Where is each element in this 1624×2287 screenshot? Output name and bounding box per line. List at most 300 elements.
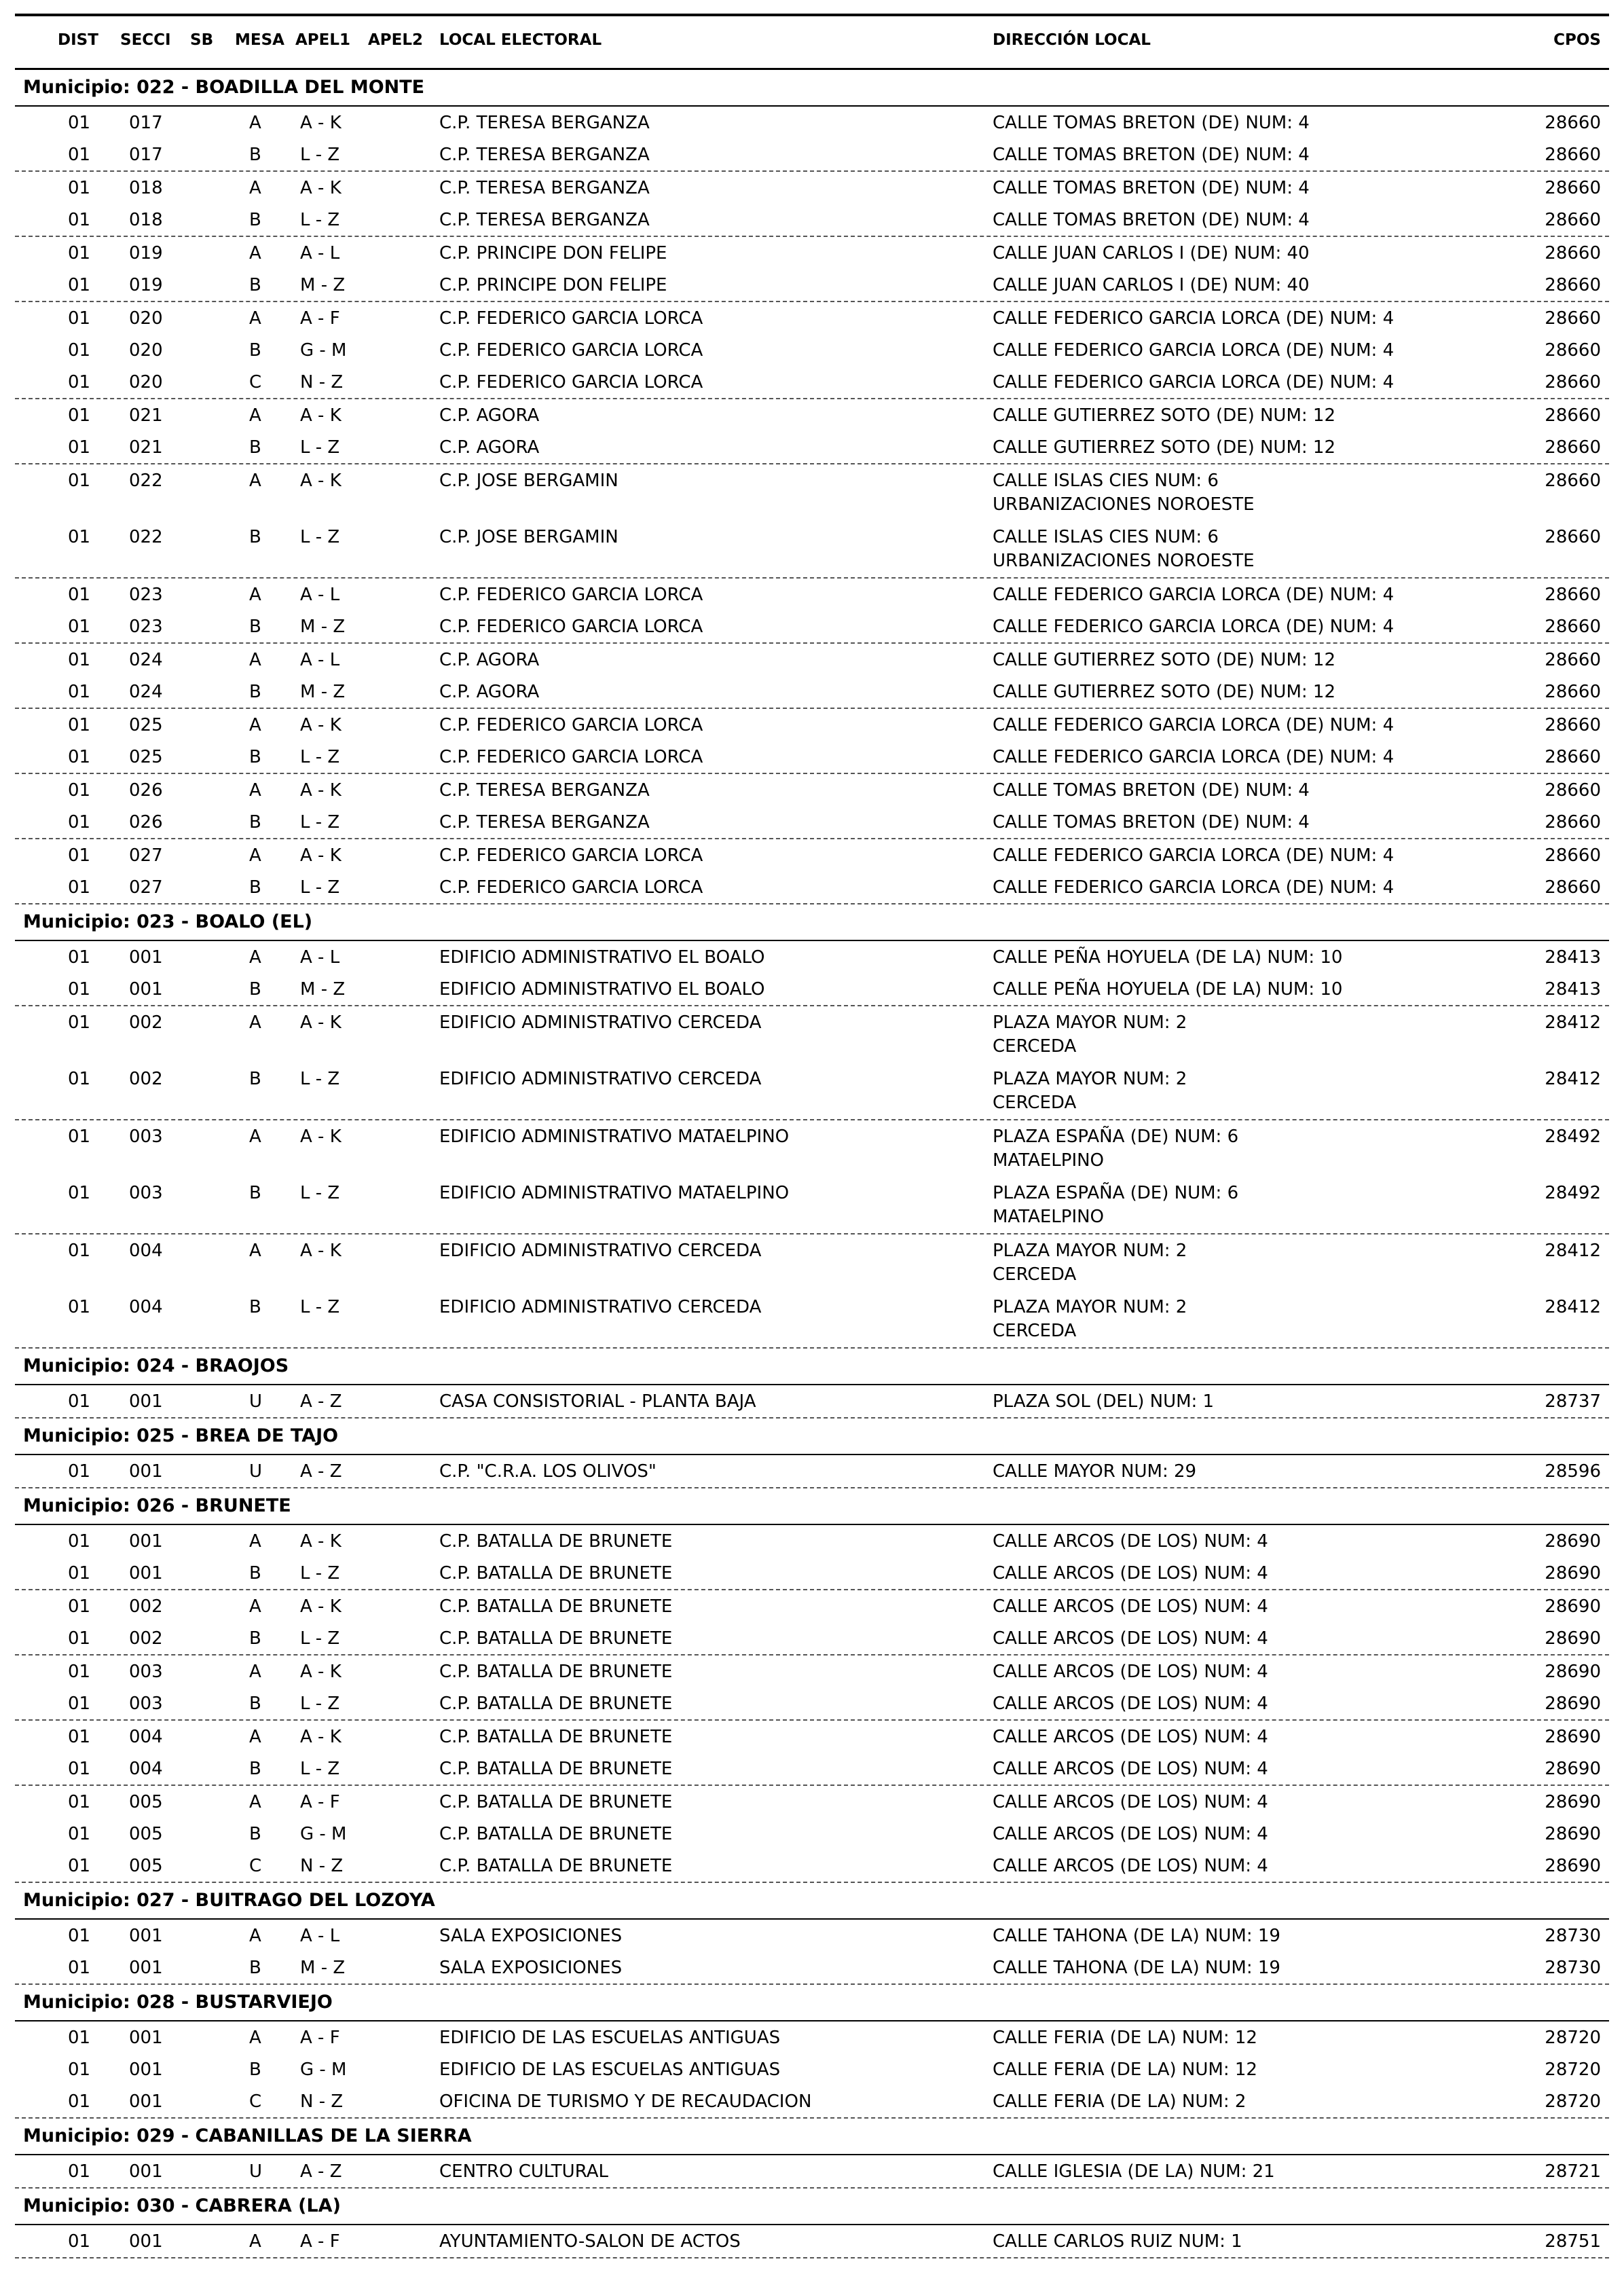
col-dist: DIST (58, 31, 98, 49)
cell-dist: 01 (68, 1856, 91, 1876)
cell-cpos: 28660 (1545, 877, 1601, 898)
cell-apellidos: A - K (300, 471, 342, 491)
cell-dist: 01 (68, 2028, 91, 2048)
cell-local-electoral: EDIFICIO ADMINISTRATIVO MATAELPINO (439, 1183, 790, 1203)
table-row (15, 1687, 1609, 1719)
cell-direccion: CALLE ARCOS (DE LOS) NUM: 4 (993, 1628, 1268, 1649)
cell-direccion: CALLE FEDERICO GARCIA LORCA (DE) NUM: 4 (993, 585, 1395, 605)
cell-direccion: CALLE FEDERICO GARCIA LORCA (DE) NUM: 4 (993, 747, 1395, 767)
cell-apellidos: A - L (300, 650, 340, 670)
cell-secci: 001 (129, 1461, 163, 1482)
cell-dist: 01 (68, 275, 91, 295)
cell-direccion: CALLE ARCOS (DE LOS) NUM: 4 (993, 1856, 1268, 1876)
cell-apellidos: N - Z (300, 2091, 344, 2112)
cell-apellidos: A - K (300, 845, 342, 866)
table-row (15, 838, 1609, 871)
table-row (15, 1622, 1609, 1654)
cell-direccion: CALLE FEDERICO GARCIA LORCA (DE) NUM: 4 (993, 715, 1395, 735)
cell-secci: 022 (129, 527, 163, 547)
cell-dist: 01 (68, 1958, 91, 1978)
cell-apellidos: L - Z (300, 877, 340, 898)
cell-dist: 01 (68, 471, 91, 491)
cell-apellidos: L - Z (300, 527, 340, 547)
cell-cpos: 28412 (1545, 1012, 1601, 1033)
cell-cpos: 28413 (1545, 979, 1601, 1000)
cell-secci: 019 (129, 243, 163, 263)
cell-cpos: 28660 (1545, 113, 1601, 133)
cell-secci: 017 (129, 113, 163, 133)
cell-apellidos: A - K (300, 113, 342, 133)
table-body (15, 70, 1609, 2258)
table-row (15, 1063, 1609, 1119)
cell-direccion: CALLE TOMAS BRETON (DE) NUM: 4 (993, 210, 1310, 230)
electoral-table (15, 14, 1609, 2258)
cell-cpos: 28737 (1545, 1391, 1601, 1412)
cell-dist: 01 (68, 1297, 91, 1317)
cell-apellidos: A - Z (300, 2161, 342, 2182)
cell-secci: 023 (129, 585, 163, 605)
cell-secci: 005 (129, 1792, 163, 1812)
cell-cpos: 28690 (1545, 1563, 1601, 1584)
cell-apellidos: A - K (300, 1727, 342, 1747)
cell-apellidos: M - Z (300, 275, 346, 295)
cell-cpos: 28660 (1545, 210, 1601, 230)
cell-cpos: 28660 (1545, 340, 1601, 361)
cell-direccion: CALLE MAYOR NUM: 29 (993, 1461, 1197, 1482)
cell-direccion: CALLE ARCOS (DE LOS) NUM: 4 (993, 1596, 1268, 1617)
table-row (15, 366, 1609, 398)
cell-mesa: B (249, 1563, 261, 1584)
cell-direccion: CALLE IGLESIA (DE LA) NUM: 21 (993, 2161, 1275, 2182)
municipio-title: Municipio: 026 - BRUNETE (23, 1495, 291, 1516)
cell-direccion-line2: CERCEDA (993, 1321, 1077, 1341)
cell-secci: 001 (129, 1531, 163, 1552)
cell-secci: 026 (129, 780, 163, 801)
cell-dist: 01 (68, 372, 91, 392)
table-row (15, 1005, 1609, 1063)
cell-dist: 01 (68, 1824, 91, 1844)
cell-local-electoral: C.P. BATALLA DE BRUNETE (439, 1856, 673, 1876)
cell-local-electoral: SALA EXPOSICIONES (439, 1958, 623, 1978)
cell-dist: 01 (68, 113, 91, 133)
cell-apellidos: A - K (300, 780, 342, 801)
table-row (15, 463, 1609, 521)
cell-apellidos: G - M (300, 2060, 347, 2080)
municipio-header (15, 1349, 1609, 1385)
municipio-header (15, 2189, 1609, 2225)
cell-cpos: 28660 (1545, 650, 1601, 670)
table-row (15, 1291, 1609, 1347)
cell-local-electoral: C.P. "C.R.A. LOS OLIVOS" (439, 1461, 657, 1482)
table-row (15, 1455, 1609, 1487)
cell-direccion: CALLE TOMAS BRETON (DE) NUM: 4 (993, 812, 1310, 833)
cell-local-electoral: C.P. TERESA BERGANZA (439, 780, 650, 801)
cell-cpos: 28690 (1545, 1531, 1601, 1552)
cell-dist: 01 (68, 1531, 91, 1552)
table-row (15, 521, 1609, 577)
cell-secci: 018 (129, 210, 163, 230)
cell-local-electoral: EDIFICIO ADMINISTRATIVO CERCEDA (439, 1012, 762, 1033)
municipio-header (15, 1883, 1609, 1920)
col-secci: SECCI (120, 31, 171, 49)
cell-mesa: C (249, 372, 262, 392)
cell-cpos: 28492 (1545, 1183, 1601, 1203)
cell-cpos: 28690 (1545, 1662, 1601, 1682)
cell-cpos: 28720 (1545, 2091, 1601, 2112)
cell-dist: 01 (68, 178, 91, 198)
cell-local-electoral: C.P. TERESA BERGANZA (439, 178, 650, 198)
cell-mesa: B (249, 979, 261, 1000)
cell-direccion: CALLE JUAN CARLOS I (DE) NUM: 40 (993, 243, 1310, 263)
cell-cpos: 28690 (1545, 1727, 1601, 1747)
cell-direccion: CALLE ARCOS (DE LOS) NUM: 4 (993, 1727, 1268, 1747)
cell-cpos: 28660 (1545, 812, 1601, 833)
cell-direccion: CALLE ARCOS (DE LOS) NUM: 4 (993, 1824, 1268, 1844)
table-row (15, 431, 1609, 463)
cell-mesa: B (249, 1297, 261, 1317)
cell-direccion: CALLE TOMAS BRETON (DE) NUM: 4 (993, 145, 1310, 165)
cell-direccion: CALLE ARCOS (DE LOS) NUM: 4 (993, 1694, 1268, 1714)
cell-apellidos: M - Z (300, 617, 346, 637)
cell-apellidos: L - Z (300, 1563, 340, 1584)
cell-apellidos: L - Z (300, 1183, 340, 1203)
cell-mesa: A (249, 2028, 261, 2048)
cell-apellidos: A - Z (300, 1391, 342, 1412)
cell-mesa: B (249, 1759, 261, 1779)
cell-mesa: A (249, 113, 261, 133)
cell-mesa: C (249, 1856, 262, 1876)
cell-dist: 01 (68, 1694, 91, 1714)
cell-dist: 01 (68, 210, 91, 230)
cell-direccion: CALLE TOMAS BRETON (DE) NUM: 4 (993, 113, 1310, 133)
cell-mesa: A (249, 405, 261, 426)
cell-local-electoral: EDIFICIO ADMINISTRATIVO EL BOALO (439, 947, 765, 968)
cell-dist: 01 (68, 812, 91, 833)
cell-dist: 01 (68, 1461, 91, 1482)
cell-dist: 01 (68, 243, 91, 263)
cell-local-electoral: C.P. PRINCIPE DON FELIPE (439, 275, 667, 295)
cell-cpos: 28690 (1545, 1596, 1601, 1617)
cell-cpos: 28412 (1545, 1241, 1601, 1261)
col-apel2: APEL2 (368, 31, 424, 49)
cell-dist: 01 (68, 1563, 91, 1584)
municipio-title: Municipio: 025 - BREA DE TAJO (23, 1425, 339, 1446)
cell-mesa: B (249, 437, 261, 458)
cell-mesa: B (249, 2060, 261, 2080)
cell-secci: 003 (129, 1183, 163, 1203)
cell-dist: 01 (68, 877, 91, 898)
cell-mesa: A (249, 308, 261, 329)
cell-dist: 01 (68, 2091, 91, 2112)
cell-apellidos: A - F (300, 308, 340, 329)
col-sb: SB (190, 31, 214, 49)
cell-local-electoral: C.P. AGORA (439, 650, 540, 670)
cell-apellidos: A - F (300, 2028, 340, 2048)
cell-dist: 01 (68, 650, 91, 670)
cell-secci: 018 (129, 178, 163, 198)
cell-cpos: 28751 (1545, 2231, 1601, 2252)
municipio-header (15, 1488, 1609, 1525)
cell-local-electoral: C.P. FEDERICO GARCIA LORCA (439, 747, 703, 767)
table-row (15, 806, 1609, 838)
cell-mesa: B (249, 877, 261, 898)
cell-cpos: 28660 (1545, 617, 1601, 637)
cell-local-electoral: C.P. BATALLA DE BRUNETE (439, 1727, 673, 1747)
cell-apellidos: L - Z (300, 747, 340, 767)
table-row (15, 871, 1609, 903)
col-direccion-local: DIRECCIÓN LOCAL (993, 31, 1151, 49)
cell-mesa: A (249, 1531, 261, 1552)
cell-mesa: A (249, 2231, 261, 2252)
cell-direccion: CALLE ARCOS (DE LOS) NUM: 4 (993, 1662, 1268, 1682)
cell-local-electoral: C.P. AGORA (439, 437, 540, 458)
table-row (15, 1233, 1609, 1291)
cell-secci: 001 (129, 1391, 163, 1412)
cell-local-electoral: C.P. JOSE BERGAMIN (439, 471, 619, 491)
cell-secci: 005 (129, 1824, 163, 1844)
cell-dist: 01 (68, 1628, 91, 1649)
cell-apellidos: A - K (300, 178, 342, 198)
cell-direccion: CALLE ARCOS (DE LOS) NUM: 4 (993, 1792, 1268, 1812)
cell-mesa: B (249, 340, 261, 361)
cell-dist: 01 (68, 1727, 91, 1747)
cell-secci: 026 (129, 812, 163, 833)
cell-apellidos: A - K (300, 1531, 342, 1552)
cell-apellidos: L - Z (300, 1069, 340, 1089)
cell-direccion-line2: URBANIZACIONES NOROESTE (993, 551, 1255, 571)
table-row (15, 334, 1609, 366)
cell-local-electoral: EDIFICIO DE LAS ESCUELAS ANTIGUAS (439, 2028, 781, 2048)
cell-mesa: B (249, 1958, 261, 1978)
cell-mesa: A (249, 1012, 261, 1033)
cell-mesa: A (249, 585, 261, 605)
cell-local-electoral: C.P. TERESA BERGANZA (439, 210, 650, 230)
cell-dist: 01 (68, 1792, 91, 1812)
cell-local-electoral: C.P. FEDERICO GARCIA LORCA (439, 715, 703, 735)
table-row (15, 1920, 1609, 1952)
cell-direccion: CALLE GUTIERREZ SOTO (DE) NUM: 12 (993, 650, 1335, 670)
cell-secci: 002 (129, 1628, 163, 1649)
cell-secci: 001 (129, 947, 163, 968)
cell-apellidos: L - Z (300, 210, 340, 230)
cell-direccion: PLAZA MAYOR NUM: 2 (993, 1069, 1187, 1089)
cell-mesa: A (249, 1792, 261, 1812)
cell-secci: 003 (129, 1694, 163, 1714)
cell-apellidos: A - K (300, 1127, 342, 1147)
cell-dist: 01 (68, 1926, 91, 1946)
cell-apellidos: A - L (300, 585, 340, 605)
cell-cpos: 28412 (1545, 1069, 1601, 1089)
cell-local-electoral: C.P. BATALLA DE BRUNETE (439, 1628, 673, 1649)
cell-direccion: PLAZA ESPAÑA (DE) NUM: 6 (993, 1183, 1239, 1203)
cell-secci: 022 (129, 471, 163, 491)
municipio-title: Municipio: 024 - BRAOJOS (23, 1355, 289, 1376)
cell-apellidos: A - F (300, 1792, 340, 1812)
cell-local-electoral: C.P. FEDERICO GARCIA LORCA (439, 308, 703, 329)
cell-mesa: B (249, 1069, 261, 1089)
cell-apellidos: M - Z (300, 979, 346, 1000)
cell-apellidos: L - Z (300, 145, 340, 165)
cell-dist: 01 (68, 845, 91, 866)
cell-apellidos: G - M (300, 340, 347, 361)
cell-cpos: 28660 (1545, 308, 1601, 329)
cell-dist: 01 (68, 1662, 91, 1682)
col-mesa: MESA (235, 31, 284, 49)
cell-direccion: CALLE GUTIERREZ SOTO (DE) NUM: 12 (993, 437, 1335, 458)
cell-direccion: CALLE FEDERICO GARCIA LORCA (DE) NUM: 4 (993, 340, 1395, 361)
cell-direccion-line2: CERCEDA (993, 1264, 1077, 1285)
cell-secci: 019 (129, 275, 163, 295)
table-row (15, 1177, 1609, 1233)
cell-local-electoral: EDIFICIO ADMINISTRATIVO CERCEDA (439, 1241, 762, 1261)
table-row (15, 2225, 1609, 2257)
cell-cpos: 28660 (1545, 178, 1601, 198)
cell-local-electoral: OFICINA DE TURISMO Y DE RECAUDACION (439, 2091, 812, 2112)
cell-local-electoral: C.P. TERESA BERGANZA (439, 113, 650, 133)
cell-apellidos: A - K (300, 715, 342, 735)
cell-dist: 01 (68, 979, 91, 1000)
cell-local-electoral: C.P. BATALLA DE BRUNETE (439, 1563, 673, 1584)
cell-local-electoral: C.P. TERESA BERGANZA (439, 145, 650, 165)
cell-dist: 01 (68, 1127, 91, 1147)
municipio-title: Municipio: 028 - BUSTARVIEJO (23, 1992, 333, 2013)
cell-direccion: PLAZA MAYOR NUM: 2 (993, 1012, 1187, 1033)
cell-apellidos: L - Z (300, 437, 340, 458)
cell-direccion: CALLE ISLAS CIES NUM: 6 (993, 527, 1219, 547)
cell-mesa: A (249, 780, 261, 801)
cell-cpos: 28690 (1545, 1628, 1601, 1649)
cell-dist: 01 (68, 340, 91, 361)
cell-secci: 004 (129, 1759, 163, 1779)
cell-local-electoral: C.P. BATALLA DE BRUNETE (439, 1531, 673, 1552)
cell-secci: 017 (129, 145, 163, 165)
cell-direccion: PLAZA MAYOR NUM: 2 (993, 1241, 1187, 1261)
cell-cpos: 28721 (1545, 2161, 1601, 2182)
cell-dist: 01 (68, 1012, 91, 1033)
cell-apellidos: L - Z (300, 1694, 340, 1714)
cell-direccion-line2: CERCEDA (993, 1093, 1077, 1113)
cell-dist: 01 (68, 2231, 91, 2252)
cell-local-electoral: C.P. PRINCIPE DON FELIPE (439, 243, 667, 263)
cell-apellidos: A - L (300, 1926, 340, 1946)
cell-direccion: CALLE CARLOS RUIZ NUM: 1 (993, 2231, 1242, 2252)
cell-dist: 01 (68, 1183, 91, 1203)
cell-secci: 021 (129, 405, 163, 426)
cell-local-electoral: EDIFICIO ADMINISTRATIVO EL BOALO (439, 979, 765, 1000)
cell-dist: 01 (68, 2161, 91, 2182)
cell-mesa: B (249, 527, 261, 547)
cell-dist: 01 (68, 1069, 91, 1089)
cell-apellidos: A - K (300, 1241, 342, 1261)
cell-dist: 01 (68, 682, 91, 702)
cell-direccion: CALLE GUTIERREZ SOTO (DE) NUM: 12 (993, 405, 1335, 426)
cell-direccion: CALLE FERIA (DE LA) NUM: 2 (993, 2091, 1247, 2112)
col-apel1: APEL1 (295, 31, 351, 49)
cell-dist: 01 (68, 1391, 91, 1412)
cell-secci: 021 (129, 437, 163, 458)
cell-mesa: B (249, 812, 261, 833)
cell-local-electoral: EDIFICIO ADMINISTRATIVO MATAELPINO (439, 1127, 790, 1147)
table-row (15, 1525, 1609, 1557)
cell-secci: 001 (129, 2161, 163, 2182)
cell-dist: 01 (68, 617, 91, 637)
cell-secci: 003 (129, 1662, 163, 1682)
table-row (15, 973, 1609, 1005)
cell-local-electoral: C.P. FEDERICO GARCIA LORCA (439, 845, 703, 866)
cell-mesa: A (249, 1241, 261, 1261)
cell-local-electoral: CENTRO CULTURAL (439, 2161, 608, 2182)
cell-direccion: CALLE ARCOS (DE LOS) NUM: 4 (993, 1563, 1268, 1584)
table-row (15, 107, 1609, 139)
cell-local-electoral: AYUNTAMIENTO-SALON DE ACTOS (439, 2231, 741, 2252)
cell-cpos: 28492 (1545, 1127, 1601, 1147)
cell-local-electoral: C.P. FEDERICO GARCIA LORCA (439, 340, 703, 361)
cell-direccion: PLAZA MAYOR NUM: 2 (993, 1297, 1187, 1317)
cell-cpos: 28660 (1545, 715, 1601, 735)
cell-secci: 024 (129, 682, 163, 702)
cell-cpos: 28660 (1545, 845, 1601, 866)
cell-mesa: B (249, 1694, 261, 1714)
cell-dist: 01 (68, 2060, 91, 2080)
cell-direccion: CALLE FEDERICO GARCIA LORCA (DE) NUM: 4 (993, 308, 1395, 329)
cell-local-electoral: EDIFICIO DE LAS ESCUELAS ANTIGUAS (439, 2060, 781, 2080)
cell-cpos: 28660 (1545, 145, 1601, 165)
cell-local-electoral: EDIFICIO ADMINISTRATIVO CERCEDA (439, 1297, 762, 1317)
cell-apellidos: L - Z (300, 812, 340, 833)
table-row (15, 1850, 1609, 1882)
cell-direccion: PLAZA SOL (DEL) NUM: 1 (993, 1391, 1215, 1412)
cell-local-electoral: C.P. BATALLA DE BRUNETE (439, 1824, 673, 1844)
cell-local-electoral: C.P. FEDERICO GARCIA LORCA (439, 372, 703, 392)
cell-mesa: A (249, 947, 261, 968)
cell-mesa: B (249, 747, 261, 767)
table-row (15, 610, 1609, 642)
cell-apellidos: N - Z (300, 372, 344, 392)
table-header (15, 14, 1609, 70)
cell-local-electoral: SALA EXPOSICIONES (439, 1926, 623, 1946)
cell-secci: 004 (129, 1297, 163, 1317)
cell-apellidos: A - L (300, 243, 340, 263)
cell-secci: 004 (129, 1241, 163, 1261)
cell-mesa: A (249, 1727, 261, 1747)
cell-cpos: 28690 (1545, 1792, 1601, 1812)
cell-cpos: 28660 (1545, 747, 1601, 767)
cell-apellidos: L - Z (300, 1759, 340, 1779)
cell-cpos: 28690 (1545, 1856, 1601, 1876)
table-row (15, 1589, 1609, 1622)
cell-apellidos: A - Z (300, 1461, 342, 1482)
cell-dist: 01 (68, 1759, 91, 1779)
cell-cpos: 28660 (1545, 780, 1601, 801)
cell-cpos: 28720 (1545, 2028, 1601, 2048)
cell-dist: 01 (68, 585, 91, 605)
cell-direccion: CALLE TAHONA (DE LA) NUM: 19 (993, 1926, 1280, 1946)
cell-secci: 024 (129, 650, 163, 670)
cell-local-electoral: C.P. FEDERICO GARCIA LORCA (439, 877, 703, 898)
cell-secci: 002 (129, 1012, 163, 1033)
cell-mesa: B (249, 210, 261, 230)
cell-secci: 003 (129, 1127, 163, 1147)
table-row (15, 642, 1609, 676)
municipio-header (15, 70, 1609, 107)
table-row (15, 1654, 1609, 1687)
cell-direccion: CALLE PEÑA HOYUELA (DE LA) NUM: 10 (993, 947, 1343, 968)
cell-apellidos: L - Z (300, 1628, 340, 1649)
cell-cpos: 28690 (1545, 1694, 1601, 1714)
cell-cpos: 28660 (1545, 405, 1601, 426)
cell-direccion: CALLE GUTIERREZ SOTO (DE) NUM: 12 (993, 682, 1335, 702)
cell-local-electoral: C.P. AGORA (439, 405, 540, 426)
